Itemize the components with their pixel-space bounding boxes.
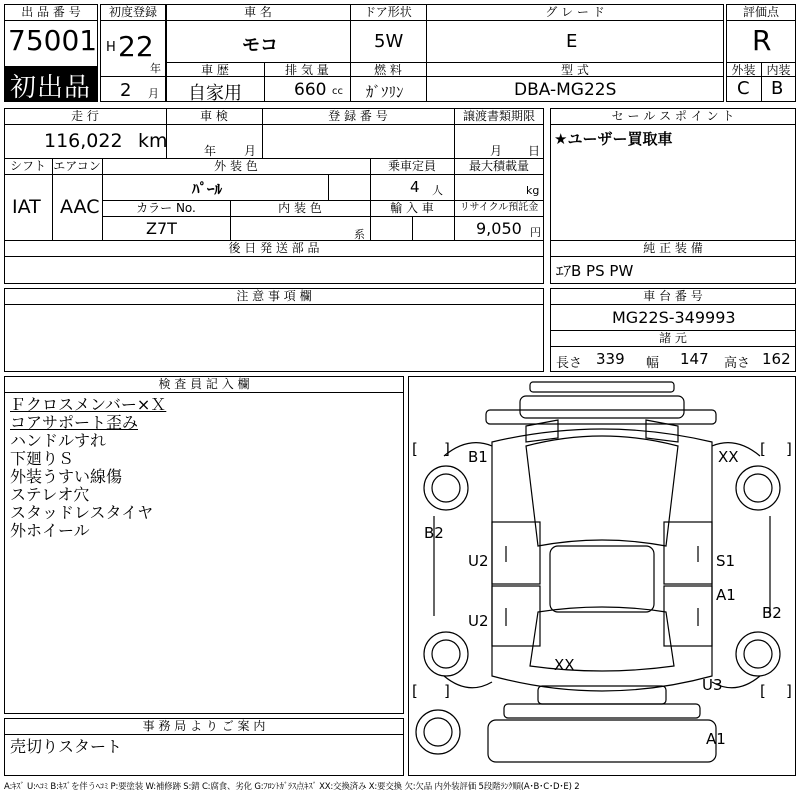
inspection-month-unit: 月 bbox=[244, 144, 257, 158]
model: DBA-MG22S bbox=[514, 80, 617, 100]
length-label: 長さ bbox=[556, 356, 583, 371]
recycle-unit: 円 bbox=[530, 226, 541, 239]
bracket-mark: ] bbox=[444, 440, 450, 458]
int-color-label: 内 装 色 bbox=[278, 201, 322, 215]
bracket-mark: [ bbox=[412, 682, 418, 700]
first-listing-label: 初出品 bbox=[10, 73, 92, 103]
grade-label: グ レ ー ド bbox=[545, 5, 605, 19]
month-unit: 月 bbox=[148, 87, 159, 100]
bracket-mark: ] bbox=[786, 682, 792, 700]
sales-point-label: セ ー ル ス ポ イ ン ト bbox=[611, 109, 735, 123]
bracket-mark: [ bbox=[760, 440, 766, 458]
height: 162 bbox=[762, 350, 791, 368]
transfer-month: 月 bbox=[490, 144, 503, 158]
lot-label: 出 品 番 号 bbox=[21, 5, 81, 19]
bracket-mark: [ bbox=[412, 440, 418, 458]
office-label: 事 務 局 よ り ご 案 内 bbox=[142, 719, 266, 733]
ac-label: エアコン bbox=[53, 159, 101, 173]
model-label: 型 式 bbox=[561, 63, 589, 77]
year-unit: 年 bbox=[150, 62, 161, 75]
damage-mark: XX bbox=[718, 448, 739, 466]
damage-mark: B2 bbox=[762, 604, 782, 622]
ext-color: ﾊﾟｰﾙ bbox=[192, 180, 223, 198]
mileage-label: 走 行 bbox=[71, 109, 99, 123]
damage-mark: S1 bbox=[716, 552, 736, 570]
capacity-label: 乗車定員 bbox=[387, 159, 436, 173]
width-label: 幅 bbox=[646, 356, 660, 371]
history: 自家用 bbox=[188, 83, 242, 104]
inspector-line: 外ホイール bbox=[10, 521, 90, 540]
sales-point: ★ユーザー買取車 bbox=[554, 130, 673, 148]
damage-mark: A1 bbox=[716, 586, 736, 604]
grade: E bbox=[566, 31, 578, 52]
shift: IAT bbox=[12, 196, 41, 218]
equipment-label: 純 正 装 備 bbox=[643, 241, 703, 255]
exterior-label: 外装 bbox=[731, 63, 756, 77]
damage-mark: XX bbox=[554, 656, 575, 674]
inspector-line: 下廻りＳ bbox=[10, 449, 75, 468]
damage-mark: U2 bbox=[468, 612, 489, 630]
damage-mark: U3 bbox=[702, 676, 723, 694]
damage-mark: B1 bbox=[468, 448, 488, 466]
reg-year: 22 bbox=[118, 30, 154, 63]
later-parts-label: 後 日 発 送 部 品 bbox=[228, 241, 320, 255]
chassis-label: 車 台 番 号 bbox=[643, 289, 703, 303]
inspector-line: コアサポート歪み bbox=[10, 413, 139, 432]
specs-label: 諸 元 bbox=[659, 331, 687, 345]
exterior-grade: C bbox=[737, 78, 750, 99]
car-name: モコ bbox=[242, 35, 278, 56]
transfer-day: 日 bbox=[528, 144, 541, 158]
inspection-year-unit: 年 bbox=[204, 144, 217, 158]
chassis-number: MG22S-349993 bbox=[612, 308, 736, 327]
reg-no-label: 登 録 番 号 bbox=[328, 109, 388, 123]
inspector-line: ステレオ穴 bbox=[10, 485, 90, 504]
mileage-unit: km bbox=[138, 130, 168, 152]
displacement: 660 bbox=[294, 80, 327, 100]
color-no: Z7T bbox=[146, 219, 177, 238]
fuel-label: 燃 料 bbox=[374, 63, 402, 77]
import-label: 輸 入 車 bbox=[390, 201, 434, 215]
door-label: ドア形状 bbox=[364, 5, 412, 19]
score-label: 評価点 bbox=[742, 5, 779, 19]
capacity: 4 bbox=[410, 178, 420, 196]
inspector-line: ハンドルすれ bbox=[10, 431, 107, 450]
recycle-fee: 9,050 bbox=[476, 219, 522, 238]
fuel: ｶﾞｿﾘﾝ bbox=[366, 83, 404, 101]
bracket-mark: ] bbox=[786, 440, 792, 458]
overall-score: R bbox=[752, 24, 772, 57]
reg-month: 2 bbox=[120, 80, 132, 101]
interior-label: 内装 bbox=[766, 63, 791, 77]
inspector-line: Ｆクロスメンバー×Ｘ bbox=[10, 395, 167, 414]
recycle-label: リサイクル預託金 bbox=[459, 202, 539, 213]
first-reg-label: 初度登録 bbox=[108, 5, 157, 19]
ext-color-label: 外 装 色 bbox=[214, 159, 258, 173]
caution-label: 注 意 事 項 欄 bbox=[236, 289, 312, 303]
legend: A:ｷｽﾞ U:ﾍｺﾐ B:ｷｽﾞを伴うﾍｺﾐ P:要塗装 W:補修跡 S:錆 C:腐食、劣化 G:ﾌﾛﾝﾄｶﾞﾗｽ点ｷｽﾞ XX:交換済み X:要交換 欠:欠品 内外装評価 5段階ﾗﾝｸ順(A･B･C･D･E) 2 bbox=[4, 782, 580, 792]
displacement-unit: cc bbox=[332, 86, 343, 97]
shift-label: シフト bbox=[9, 159, 46, 173]
length: 339 bbox=[596, 350, 625, 368]
equipment: ｴｱB PS PW bbox=[556, 262, 634, 280]
bracket-mark: ] bbox=[444, 682, 450, 700]
transfer-label: 譲渡書類期限 bbox=[462, 109, 535, 123]
inspector-label: 検 査 員 記 入 欄 bbox=[158, 377, 250, 391]
era: H bbox=[106, 40, 116, 55]
load-label: 最大積載量 bbox=[468, 159, 529, 173]
car-name-label: 車 名 bbox=[244, 5, 272, 19]
int-color-unit: 系 bbox=[354, 228, 365, 241]
car-outline bbox=[408, 376, 796, 776]
load-unit: kg bbox=[526, 184, 540, 197]
width: 147 bbox=[680, 350, 709, 368]
door-type: 5W bbox=[374, 31, 404, 52]
lot-number: 75001 bbox=[8, 24, 98, 57]
air-conditioner: AAC bbox=[60, 196, 100, 218]
damage-mark: U2 bbox=[468, 552, 489, 570]
inspector-line: 外装うすい線傷 bbox=[10, 467, 123, 486]
interior-grade: B bbox=[771, 78, 784, 99]
damage-mark: A1 bbox=[706, 730, 726, 748]
mileage: 116,022 bbox=[44, 130, 123, 152]
history-label: 車 歴 bbox=[201, 63, 229, 77]
color-no-label: カラー No. bbox=[136, 201, 196, 215]
damage-mark: B2 bbox=[424, 524, 444, 542]
inspection-label: 車 検 bbox=[200, 109, 228, 123]
office-text: 売切りスタート bbox=[10, 737, 123, 756]
displacement-label: 排 気 量 bbox=[285, 63, 329, 77]
bracket-mark: [ bbox=[760, 682, 766, 700]
capacity-unit: 人 bbox=[432, 184, 443, 197]
inspector-line: スタッドレスタイヤ bbox=[10, 503, 154, 522]
height-label: 高さ bbox=[724, 356, 751, 371]
